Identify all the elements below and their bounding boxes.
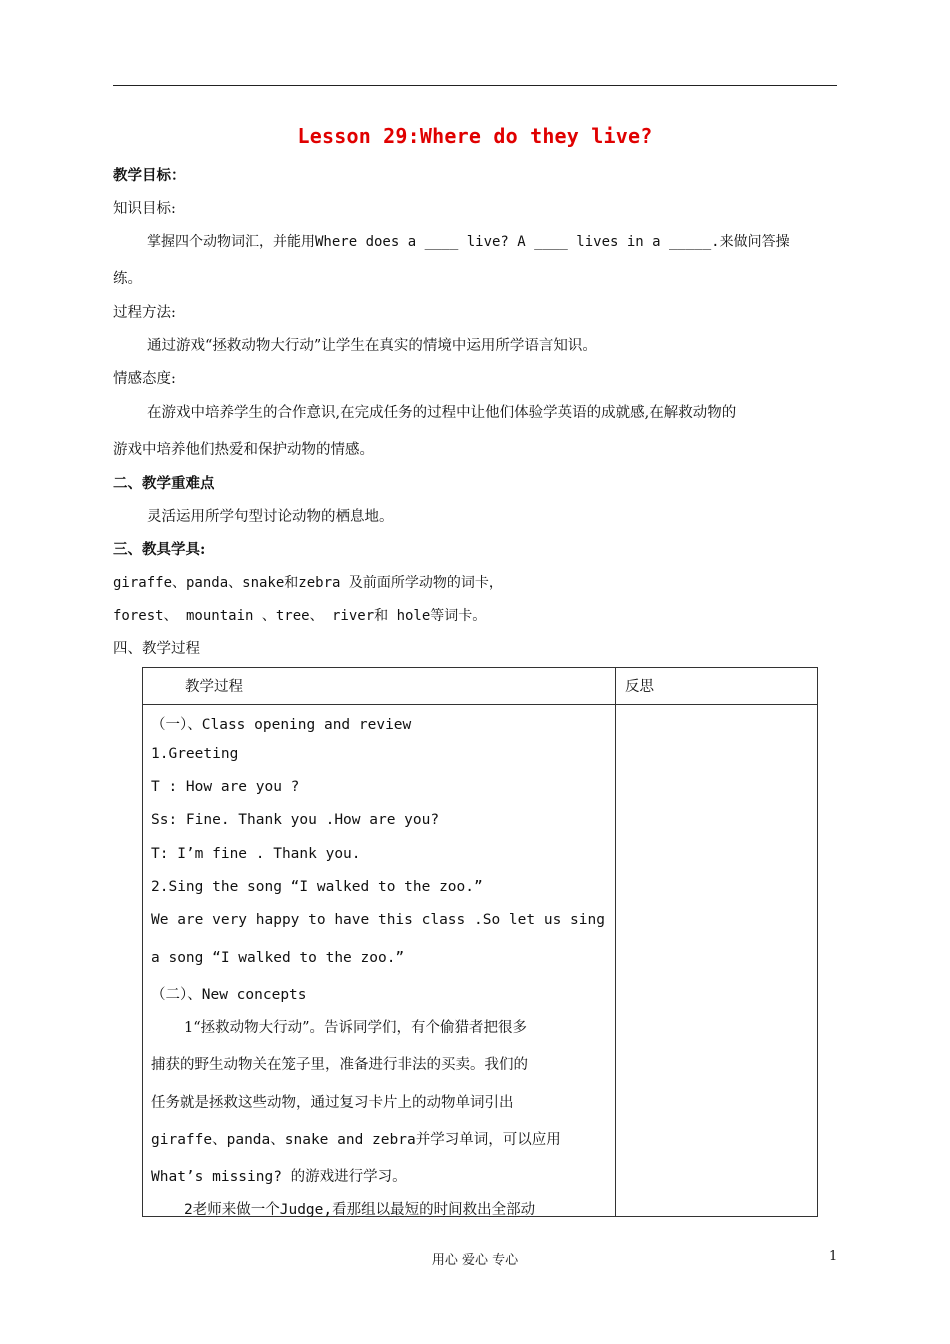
header-rule [113, 85, 837, 86]
reflection-cell [616, 705, 818, 1217]
attitude-line-1: 在游戏中培养学生的合作意识,在完成任务的过程中让他们体验学英语的成就感,在解救动物的 [147, 405, 737, 421]
keypoints-heading: 二、教学重难点 [113, 475, 215, 492]
attitude-line-2: 游戏中培养他们热爱和保护动物的情感。 [113, 442, 374, 458]
table-line: （二）、New concepts [151, 987, 307, 1003]
process-cell [143, 705, 616, 1217]
tools-line-1: giraffe、panda、snake和zebra 及前面所学动物的词卡， [113, 575, 503, 591]
page-footer: 用心 爱心 专心 [431, 1253, 519, 1268]
table-line: （一）、Class opening and review [151, 717, 412, 733]
table-line: What’s missing? 的游戏进行学习。 [151, 1169, 407, 1185]
table-line: 2老师来做一个Judge,看那组以最短的时间救出全部动 [184, 1202, 536, 1218]
tools-line-2: forest、 mountain 、tree、 river和 hole等词卡。 [113, 608, 487, 624]
method-text: 通过游戏“拯救动物大行动”让学生在真实的情境中运用所学语言知识。 [147, 338, 597, 354]
page-number: 1 [829, 1249, 838, 1264]
table-line: a song “I walked to the zoo.” [151, 950, 405, 966]
keypoints-text: 灵活运用所学句型讨论动物的栖息地。 [147, 509, 394, 525]
table-line: T : How are you ? [151, 779, 300, 795]
process-heading: 四、教学过程 [113, 641, 200, 657]
table-line: 任务就是拯救这些动物，通过复习卡片上的动物单词引出 [151, 1095, 514, 1111]
table-header-process: 教学过程 [143, 668, 616, 705]
method-label: 过程方法: [113, 305, 176, 321]
table-line: 1.Greeting [151, 746, 239, 762]
table-line: 捕获的野生动物关在笼子里，准备进行非法的买卖。我们的 [151, 1057, 528, 1073]
knowledge-label: 知识目标: [113, 201, 176, 217]
attitude-label: 情感态度: [113, 371, 176, 387]
lesson-title: Lesson 29:Where do they live? [297, 124, 653, 148]
tools-heading: 三、教具学具: [113, 541, 206, 558]
table-line: Ss: Fine. Thank you .How are you? [151, 812, 440, 828]
table-line: T: I’m fine . Thank you. [151, 846, 361, 862]
teaching-process-table [142, 667, 818, 1217]
table-line: We are very happy to have this class .So let us sing [151, 912, 605, 928]
table-line: 2.Sing the song “I walked to the zoo.” [151, 879, 483, 895]
table-line: giraffe、panda、snake and zebra并学习单词，可以应用 [151, 1132, 561, 1148]
table-line: 1“拯救动物大行动”。告诉同学们，有个偷猎者把很多 [184, 1020, 528, 1036]
knowledge-line-2: 练。 [113, 271, 142, 287]
knowledge-line-1: 掌握四个动物词汇，并能用Where does a ____ live? A ____ lives in a _____.来做问答操 [147, 234, 790, 250]
table-header-reflection: 反思 [616, 668, 818, 705]
objectives-heading: 教学目标： [113, 167, 186, 184]
